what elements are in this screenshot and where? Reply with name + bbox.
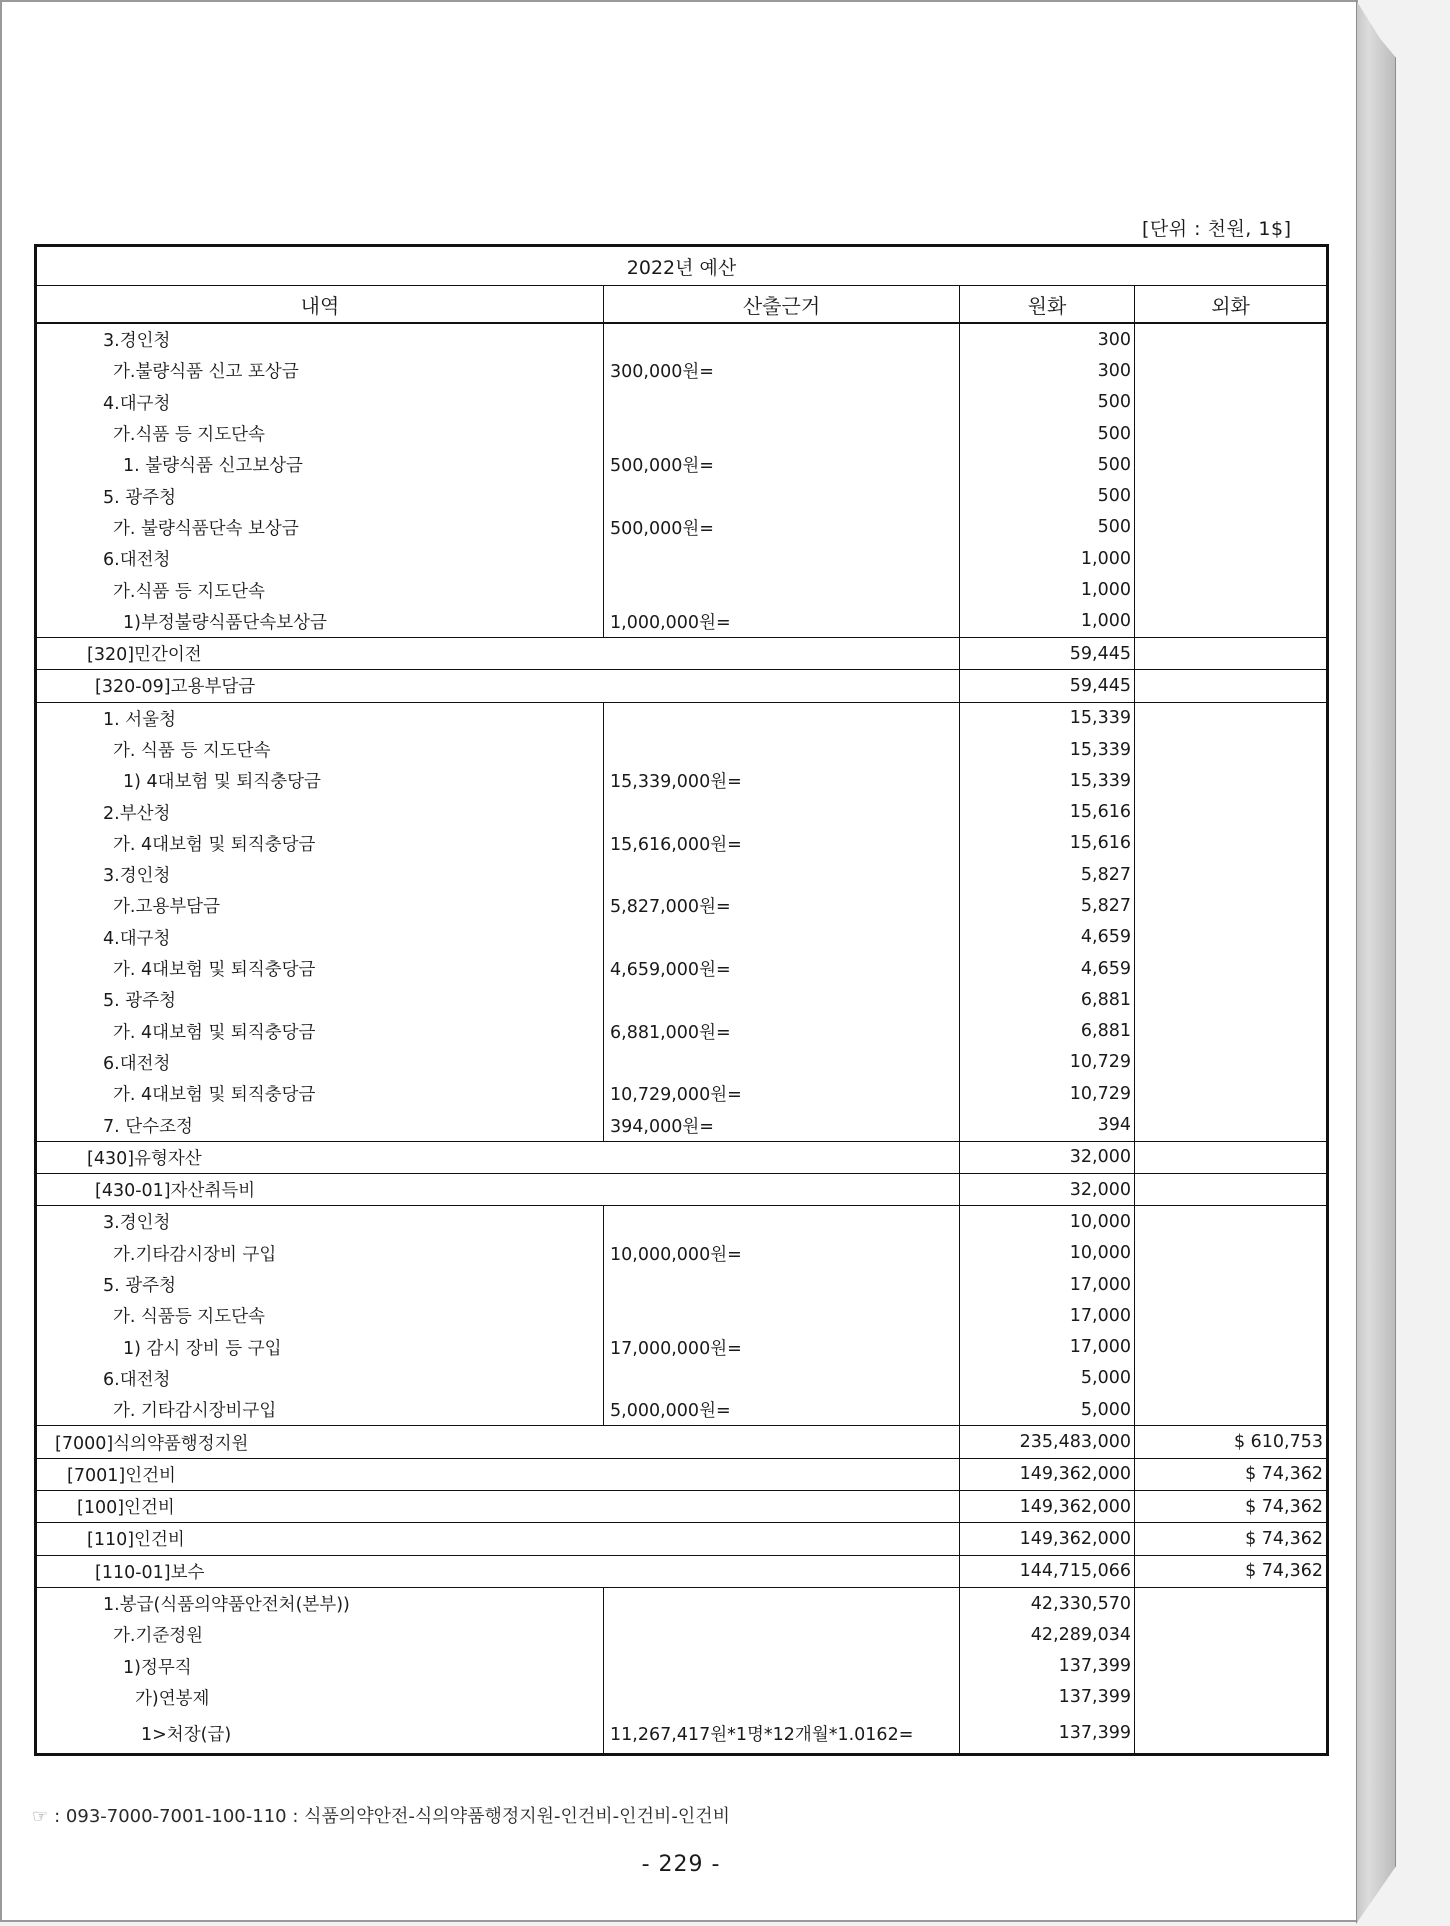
table-row xyxy=(36,387,1328,418)
row-basis xyxy=(604,984,960,1015)
unit-note: [단위 : 천원, 1$] xyxy=(1142,218,1292,240)
row-basis xyxy=(604,387,960,418)
row-item: 가)연봉제 xyxy=(36,1682,604,1713)
row-item: 가.불량식품 신고 포상금 xyxy=(36,355,604,386)
table-row xyxy=(36,1619,1328,1650)
row-basis: 300,000원= xyxy=(604,355,960,386)
row-foreign xyxy=(1135,890,1328,921)
row-krw: 137,399 xyxy=(960,1682,1135,1713)
row-basis: 10,000,000원= xyxy=(604,1238,960,1269)
table-row xyxy=(36,1332,1328,1363)
row-item: [430-01]자산취득비 xyxy=(36,1174,960,1206)
row-item: 6.대전청 xyxy=(36,543,604,574)
row-krw: 17,000 xyxy=(960,1269,1135,1300)
table-row xyxy=(36,1238,1328,1269)
row-item: [110]인건비 xyxy=(36,1523,960,1555)
row-foreign xyxy=(1135,1206,1328,1238)
row-basis: 500,000원= xyxy=(604,449,960,480)
row-item: 가. 4대보험 및 퇴직충당금 xyxy=(36,1078,604,1109)
row-foreign xyxy=(1135,1682,1328,1713)
table-row xyxy=(36,765,1328,796)
row-basis xyxy=(604,418,960,449)
row-krw: 59,445 xyxy=(960,637,1135,669)
row-krw: 17,000 xyxy=(960,1300,1135,1331)
row-foreign xyxy=(1135,1016,1328,1047)
row-item: 1) 4대보험 및 퇴직충당금 xyxy=(36,765,604,796)
row-item: 가. 식품 등 지도단속 xyxy=(36,734,604,765)
table-row xyxy=(36,606,1328,638)
row-item: 6.대전청 xyxy=(36,1047,604,1078)
table-row xyxy=(36,922,1328,953)
row-krw: 149,362,000 xyxy=(960,1458,1135,1490)
row-krw: 300 xyxy=(960,323,1135,355)
row-krw: 500 xyxy=(960,512,1135,543)
row-item: [7001]인건비 xyxy=(36,1458,960,1490)
row-krw: 10,729 xyxy=(960,1078,1135,1109)
row-basis xyxy=(604,1682,960,1713)
row-foreign xyxy=(1135,828,1328,859)
row-item: 3.경인청 xyxy=(36,323,604,355)
row-foreign: $ 74,362 xyxy=(1135,1555,1328,1587)
row-foreign xyxy=(1135,355,1328,386)
row-krw: 5,000 xyxy=(960,1363,1135,1394)
row-basis xyxy=(604,1363,960,1394)
table-row xyxy=(36,1016,1328,1047)
row-item: 4.대구청 xyxy=(36,922,604,953)
row-item: 가.고용부담금 xyxy=(36,890,604,921)
row-foreign xyxy=(1135,1269,1328,1300)
table-row xyxy=(36,1109,1328,1141)
table-title: 2022년 예산 xyxy=(36,246,1328,286)
table-row xyxy=(36,1682,1328,1713)
row-krw: 15,339 xyxy=(960,702,1135,734)
table-row xyxy=(36,859,1328,890)
row-item: 7. 단수조정 xyxy=(36,1109,604,1141)
table-row xyxy=(36,355,1328,386)
row-foreign xyxy=(1135,1332,1328,1363)
row-krw: 5,827 xyxy=(960,859,1135,890)
table-row xyxy=(36,984,1328,1015)
row-item: 6.대전청 xyxy=(36,1363,604,1394)
table-row xyxy=(36,1650,1328,1681)
row-krw: 4,659 xyxy=(960,953,1135,984)
row-basis xyxy=(604,543,960,574)
row-foreign xyxy=(1135,670,1328,702)
row-item: [430]유형자산 xyxy=(36,1141,960,1173)
row-basis: 4,659,000원= xyxy=(604,953,960,984)
header-krw: 원화 xyxy=(960,286,1135,324)
row-basis xyxy=(604,480,960,511)
row-basis: 15,339,000원= xyxy=(604,765,960,796)
pointing-hand-icon: ☞ xyxy=(32,1806,49,1827)
table-row xyxy=(36,1490,1328,1522)
row-item: 가. 4대보험 및 퇴직충당금 xyxy=(36,953,604,984)
row-krw: 6,881 xyxy=(960,1016,1135,1047)
row-basis xyxy=(604,1650,960,1681)
table-row xyxy=(36,637,1328,669)
row-foreign: $ 610,753 xyxy=(1135,1426,1328,1458)
row-krw: 5,827 xyxy=(960,890,1135,921)
table-row xyxy=(36,480,1328,511)
row-foreign xyxy=(1135,449,1328,480)
table-row xyxy=(36,953,1328,984)
row-foreign xyxy=(1135,574,1328,605)
row-item: 1. 서울청 xyxy=(36,702,604,734)
row-basis: 500,000원= xyxy=(604,512,960,543)
row-krw: 149,362,000 xyxy=(960,1490,1135,1522)
row-basis xyxy=(604,859,960,890)
row-basis xyxy=(604,1300,960,1331)
row-krw: 1,000 xyxy=(960,606,1135,638)
row-item: 5. 광주청 xyxy=(36,480,604,511)
row-krw: 17,000 xyxy=(960,1332,1135,1363)
row-item: [110-01]보수 xyxy=(36,1555,960,1587)
row-basis xyxy=(604,1587,960,1619)
footnote xyxy=(32,1802,730,1828)
row-item: 4.대구청 xyxy=(36,387,604,418)
row-basis: 11,267,417원*1명*12개월*1.0162= xyxy=(604,1713,960,1755)
row-krw: 15,616 xyxy=(960,828,1135,859)
table-row xyxy=(36,543,1328,574)
row-foreign xyxy=(1135,1619,1328,1650)
row-item: 1)부정불량식품단속보상금 xyxy=(36,606,604,638)
row-krw: 1,000 xyxy=(960,574,1135,605)
row-krw: 137,399 xyxy=(960,1650,1135,1681)
row-foreign xyxy=(1135,859,1328,890)
row-foreign xyxy=(1135,953,1328,984)
row-item: [7000]식의약품행정지원 xyxy=(36,1426,960,1458)
table-row xyxy=(36,1523,1328,1555)
row-item: [320-09]고용부담금 xyxy=(36,670,960,702)
row-basis xyxy=(604,1269,960,1300)
table-row xyxy=(36,418,1328,449)
table-body xyxy=(36,323,1328,1755)
row-item: 3.경인청 xyxy=(36,859,604,890)
row-foreign xyxy=(1135,1109,1328,1141)
row-item: 2.부산청 xyxy=(36,796,604,827)
table-row xyxy=(36,1174,1328,1206)
table-row xyxy=(36,670,1328,702)
table-row xyxy=(36,734,1328,765)
row-basis: 1,000,000원= xyxy=(604,606,960,638)
row-basis xyxy=(604,323,960,355)
row-item: 가. 식품등 지도단속 xyxy=(36,1300,604,1331)
row-foreign xyxy=(1135,637,1328,669)
table-row xyxy=(36,702,1328,734)
row-item: 1. 불량식품 신고보상금 xyxy=(36,449,604,480)
row-krw: 32,000 xyxy=(960,1141,1135,1173)
row-foreign xyxy=(1135,702,1328,734)
row-item: [320]민간이전 xyxy=(36,637,960,669)
row-krw: 300 xyxy=(960,355,1135,386)
table-row xyxy=(36,1713,1328,1755)
row-krw: 137,399 xyxy=(960,1713,1135,1755)
row-krw: 10,000 xyxy=(960,1206,1135,1238)
row-basis: 17,000,000원= xyxy=(604,1332,960,1363)
row-item: 가. 기타감시장비구입 xyxy=(36,1394,604,1426)
table-row xyxy=(36,1426,1328,1458)
footnote-text: : 093-7000-7001-100-110 : 식품의약안전-식의약품행정지원-인건비-인건비-인건비 xyxy=(54,1806,731,1827)
budget-table xyxy=(34,244,1329,1756)
row-krw: 500 xyxy=(960,418,1135,449)
table-row xyxy=(36,1587,1328,1619)
row-krw: 42,289,034 xyxy=(960,1619,1135,1650)
row-foreign xyxy=(1135,1238,1328,1269)
row-basis xyxy=(604,574,960,605)
row-basis: 5,000,000원= xyxy=(604,1394,960,1426)
row-basis: 10,729,000원= xyxy=(604,1078,960,1109)
row-foreign xyxy=(1135,1394,1328,1426)
row-basis xyxy=(604,796,960,827)
row-krw: 4,659 xyxy=(960,922,1135,953)
row-foreign xyxy=(1135,1047,1328,1078)
table-row xyxy=(36,574,1328,605)
row-item: 가. 불량식품단속 보상금 xyxy=(36,512,604,543)
row-item: 가. 4대보험 및 퇴직충당금 xyxy=(36,1016,604,1047)
row-krw: 32,000 xyxy=(960,1174,1135,1206)
row-item: 5. 광주청 xyxy=(36,984,604,1015)
row-krw: 59,445 xyxy=(960,670,1135,702)
table-row xyxy=(36,1300,1328,1331)
table-row xyxy=(36,1141,1328,1173)
header-item: 내역 xyxy=(36,286,604,324)
row-item: 가.기타감시장비 구입 xyxy=(36,1238,604,1269)
row-item: 1.봉급(식품의약품안전처(본부)) xyxy=(36,1587,604,1619)
row-item: 가.식품 등 지도단속 xyxy=(36,574,604,605)
table-row xyxy=(36,828,1328,859)
row-foreign xyxy=(1135,543,1328,574)
row-krw: 500 xyxy=(960,387,1135,418)
row-item: 1)정무직 xyxy=(36,1650,604,1681)
row-basis xyxy=(604,702,960,734)
table-row xyxy=(36,323,1328,355)
row-krw: 149,362,000 xyxy=(960,1523,1135,1555)
row-foreign xyxy=(1135,418,1328,449)
row-foreign xyxy=(1135,734,1328,765)
table-row xyxy=(36,1363,1328,1394)
row-krw: 15,339 xyxy=(960,734,1135,765)
table-row xyxy=(36,449,1328,480)
row-krw: 500 xyxy=(960,449,1135,480)
row-krw: 235,483,000 xyxy=(960,1426,1135,1458)
row-basis: 6,881,000원= xyxy=(604,1016,960,1047)
row-foreign xyxy=(1135,1078,1328,1109)
row-basis: 5,827,000원= xyxy=(604,890,960,921)
row-basis xyxy=(604,1206,960,1238)
row-krw: 6,881 xyxy=(960,984,1135,1015)
row-basis: 394,000원= xyxy=(604,1109,960,1141)
row-krw: 10,729 xyxy=(960,1047,1135,1078)
row-item: 1>처장(급) xyxy=(36,1713,604,1755)
row-foreign xyxy=(1135,512,1328,543)
row-foreign: $ 74,362 xyxy=(1135,1523,1328,1555)
page-edge xyxy=(1356,0,1396,1924)
table-row xyxy=(36,512,1328,543)
row-krw: 10,000 xyxy=(960,1238,1135,1269)
table-row xyxy=(36,1394,1328,1426)
row-foreign xyxy=(1135,922,1328,953)
header-basis: 산출근거 xyxy=(604,286,960,324)
row-foreign xyxy=(1135,984,1328,1015)
table-row xyxy=(36,1269,1328,1300)
row-foreign xyxy=(1135,606,1328,638)
table-row xyxy=(36,1206,1328,1238)
row-krw: 15,339 xyxy=(960,765,1135,796)
row-krw: 5,000 xyxy=(960,1394,1135,1426)
row-item: [100]인건비 xyxy=(36,1490,960,1522)
row-foreign xyxy=(1135,387,1328,418)
header-foreign: 외화 xyxy=(1135,286,1328,324)
row-item: 가.식품 등 지도단속 xyxy=(36,418,604,449)
row-krw: 42,330,570 xyxy=(960,1587,1135,1619)
row-item: 가. 4대보험 및 퇴직충당금 xyxy=(36,828,604,859)
table-row xyxy=(36,1458,1328,1490)
row-foreign xyxy=(1135,480,1328,511)
row-item: 1) 감시 장비 등 구입 xyxy=(36,1332,604,1363)
row-foreign xyxy=(1135,323,1328,355)
row-krw: 500 xyxy=(960,480,1135,511)
row-basis: 15,616,000원= xyxy=(604,828,960,859)
row-foreign xyxy=(1135,1300,1328,1331)
row-krw: 144,715,066 xyxy=(960,1555,1135,1587)
row-foreign xyxy=(1135,765,1328,796)
row-item: 가.기준정원 xyxy=(36,1619,604,1650)
row-foreign xyxy=(1135,796,1328,827)
row-foreign xyxy=(1135,1587,1328,1619)
row-krw: 1,000 xyxy=(960,543,1135,574)
row-basis xyxy=(604,734,960,765)
table-row xyxy=(36,890,1328,921)
row-basis xyxy=(604,922,960,953)
table-row xyxy=(36,1047,1328,1078)
table-row xyxy=(36,1078,1328,1109)
row-foreign xyxy=(1135,1713,1328,1755)
row-krw: 15,616 xyxy=(960,796,1135,827)
table-row xyxy=(36,1555,1328,1587)
row-foreign: $ 74,362 xyxy=(1135,1490,1328,1522)
row-foreign xyxy=(1135,1363,1328,1394)
row-item: 3.경인청 xyxy=(36,1206,604,1238)
row-krw: 394 xyxy=(960,1109,1135,1141)
table-row xyxy=(36,796,1328,827)
row-foreign xyxy=(1135,1174,1328,1206)
row-basis xyxy=(604,1047,960,1078)
row-item: 5. 광주청 xyxy=(36,1269,604,1300)
row-foreign xyxy=(1135,1650,1328,1681)
row-foreign: $ 74,362 xyxy=(1135,1458,1328,1490)
row-foreign xyxy=(1135,1141,1328,1173)
row-basis xyxy=(604,1619,960,1650)
page-number: - 229 - xyxy=(641,1852,721,1877)
